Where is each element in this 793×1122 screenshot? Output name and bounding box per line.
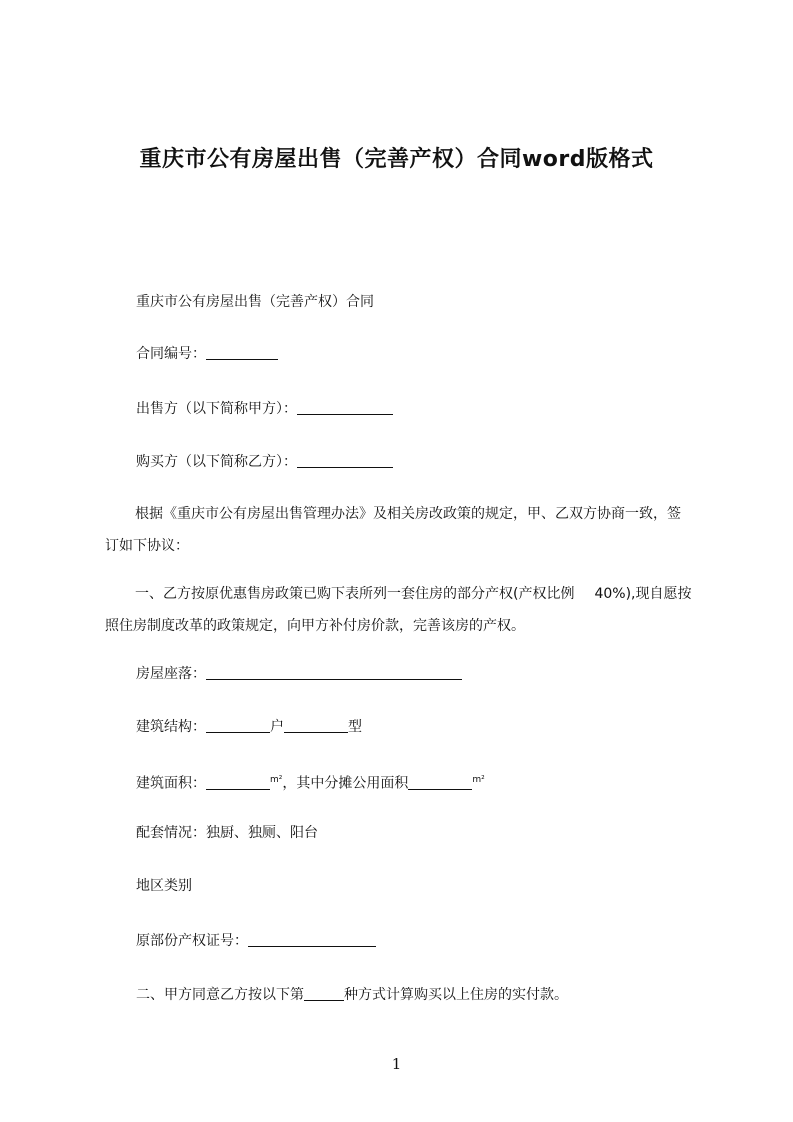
clause-2-text-b: 种方式计算购买以上住房的实付款。 xyxy=(344,987,568,1003)
contract-name: 重庆市公有房屋出售（完善产权）合同 xyxy=(136,294,374,310)
clause-2-text-a: 二、甲方同意乙方按以下第 xyxy=(136,987,304,1003)
facilities-line: 配套情况：独厨、独厕、阳台 xyxy=(136,825,318,841)
clause-1-text-a: 一、乙方按原优惠售房政策已购下表所列一套住房的部分产权(产权比例 xyxy=(135,586,575,602)
structure-blank-2[interactable] xyxy=(284,716,348,733)
buyer-label: 购买方（以下简称乙方）： xyxy=(136,454,297,470)
certificate-line xyxy=(136,929,376,953)
structure-label: 建筑结构： xyxy=(136,719,206,735)
area-line xyxy=(136,768,485,796)
structure-blank-1[interactable] xyxy=(206,716,270,733)
clause-1-ratio: 40% xyxy=(594,586,626,602)
area-unit: m² xyxy=(270,775,283,785)
shared-area-blank[interactable] xyxy=(408,773,472,790)
structure-line xyxy=(136,715,362,739)
seller-blank[interactable] xyxy=(297,398,393,415)
buyer-line xyxy=(136,450,393,474)
location-blank[interactable] xyxy=(206,663,462,680)
preamble-paragraph xyxy=(105,498,693,562)
region-line: 地区类别 xyxy=(136,878,192,894)
preamble-text: 根据《重庆市公有房屋出售管理办法》及相关房改政策的规定，甲、乙双方协商一致，签订如下协议： xyxy=(105,506,681,554)
clause-1-paragraph xyxy=(105,578,693,642)
location-line xyxy=(136,662,462,686)
buyer-blank[interactable] xyxy=(297,451,393,468)
certificate-label: 原部份产权证号： xyxy=(136,933,248,949)
area-blank[interactable] xyxy=(206,773,270,790)
shared-area-unit: m² xyxy=(472,775,485,785)
certificate-blank[interactable] xyxy=(248,930,376,947)
area-shared-text: ，其中分摊公用面积 xyxy=(282,775,409,792)
contract-number-line xyxy=(136,342,278,366)
clause-1-text-b: ),现自愿按照住房制度改革的政策规定，向甲方补付房价款，完善该房的产权。 xyxy=(105,586,692,634)
page-number: 1 xyxy=(391,1055,402,1073)
location-label: 房屋座落： xyxy=(136,666,206,682)
contract-number-label: 合同编号： xyxy=(136,346,206,362)
clause-2-blank[interactable] xyxy=(304,984,344,1001)
seller-line xyxy=(136,397,393,421)
seller-label: 出售方（以下简称甲方）： xyxy=(136,401,297,417)
clause-2-line xyxy=(136,983,568,1007)
document-title: 重庆市公有房屋出售（完善产权）合同word版格式 xyxy=(139,147,654,172)
area-label: 建筑面积： xyxy=(136,775,206,792)
structure-xing: 型 xyxy=(348,719,362,735)
contract-number-blank[interactable] xyxy=(206,343,278,360)
structure-hu: 户 xyxy=(270,719,284,735)
